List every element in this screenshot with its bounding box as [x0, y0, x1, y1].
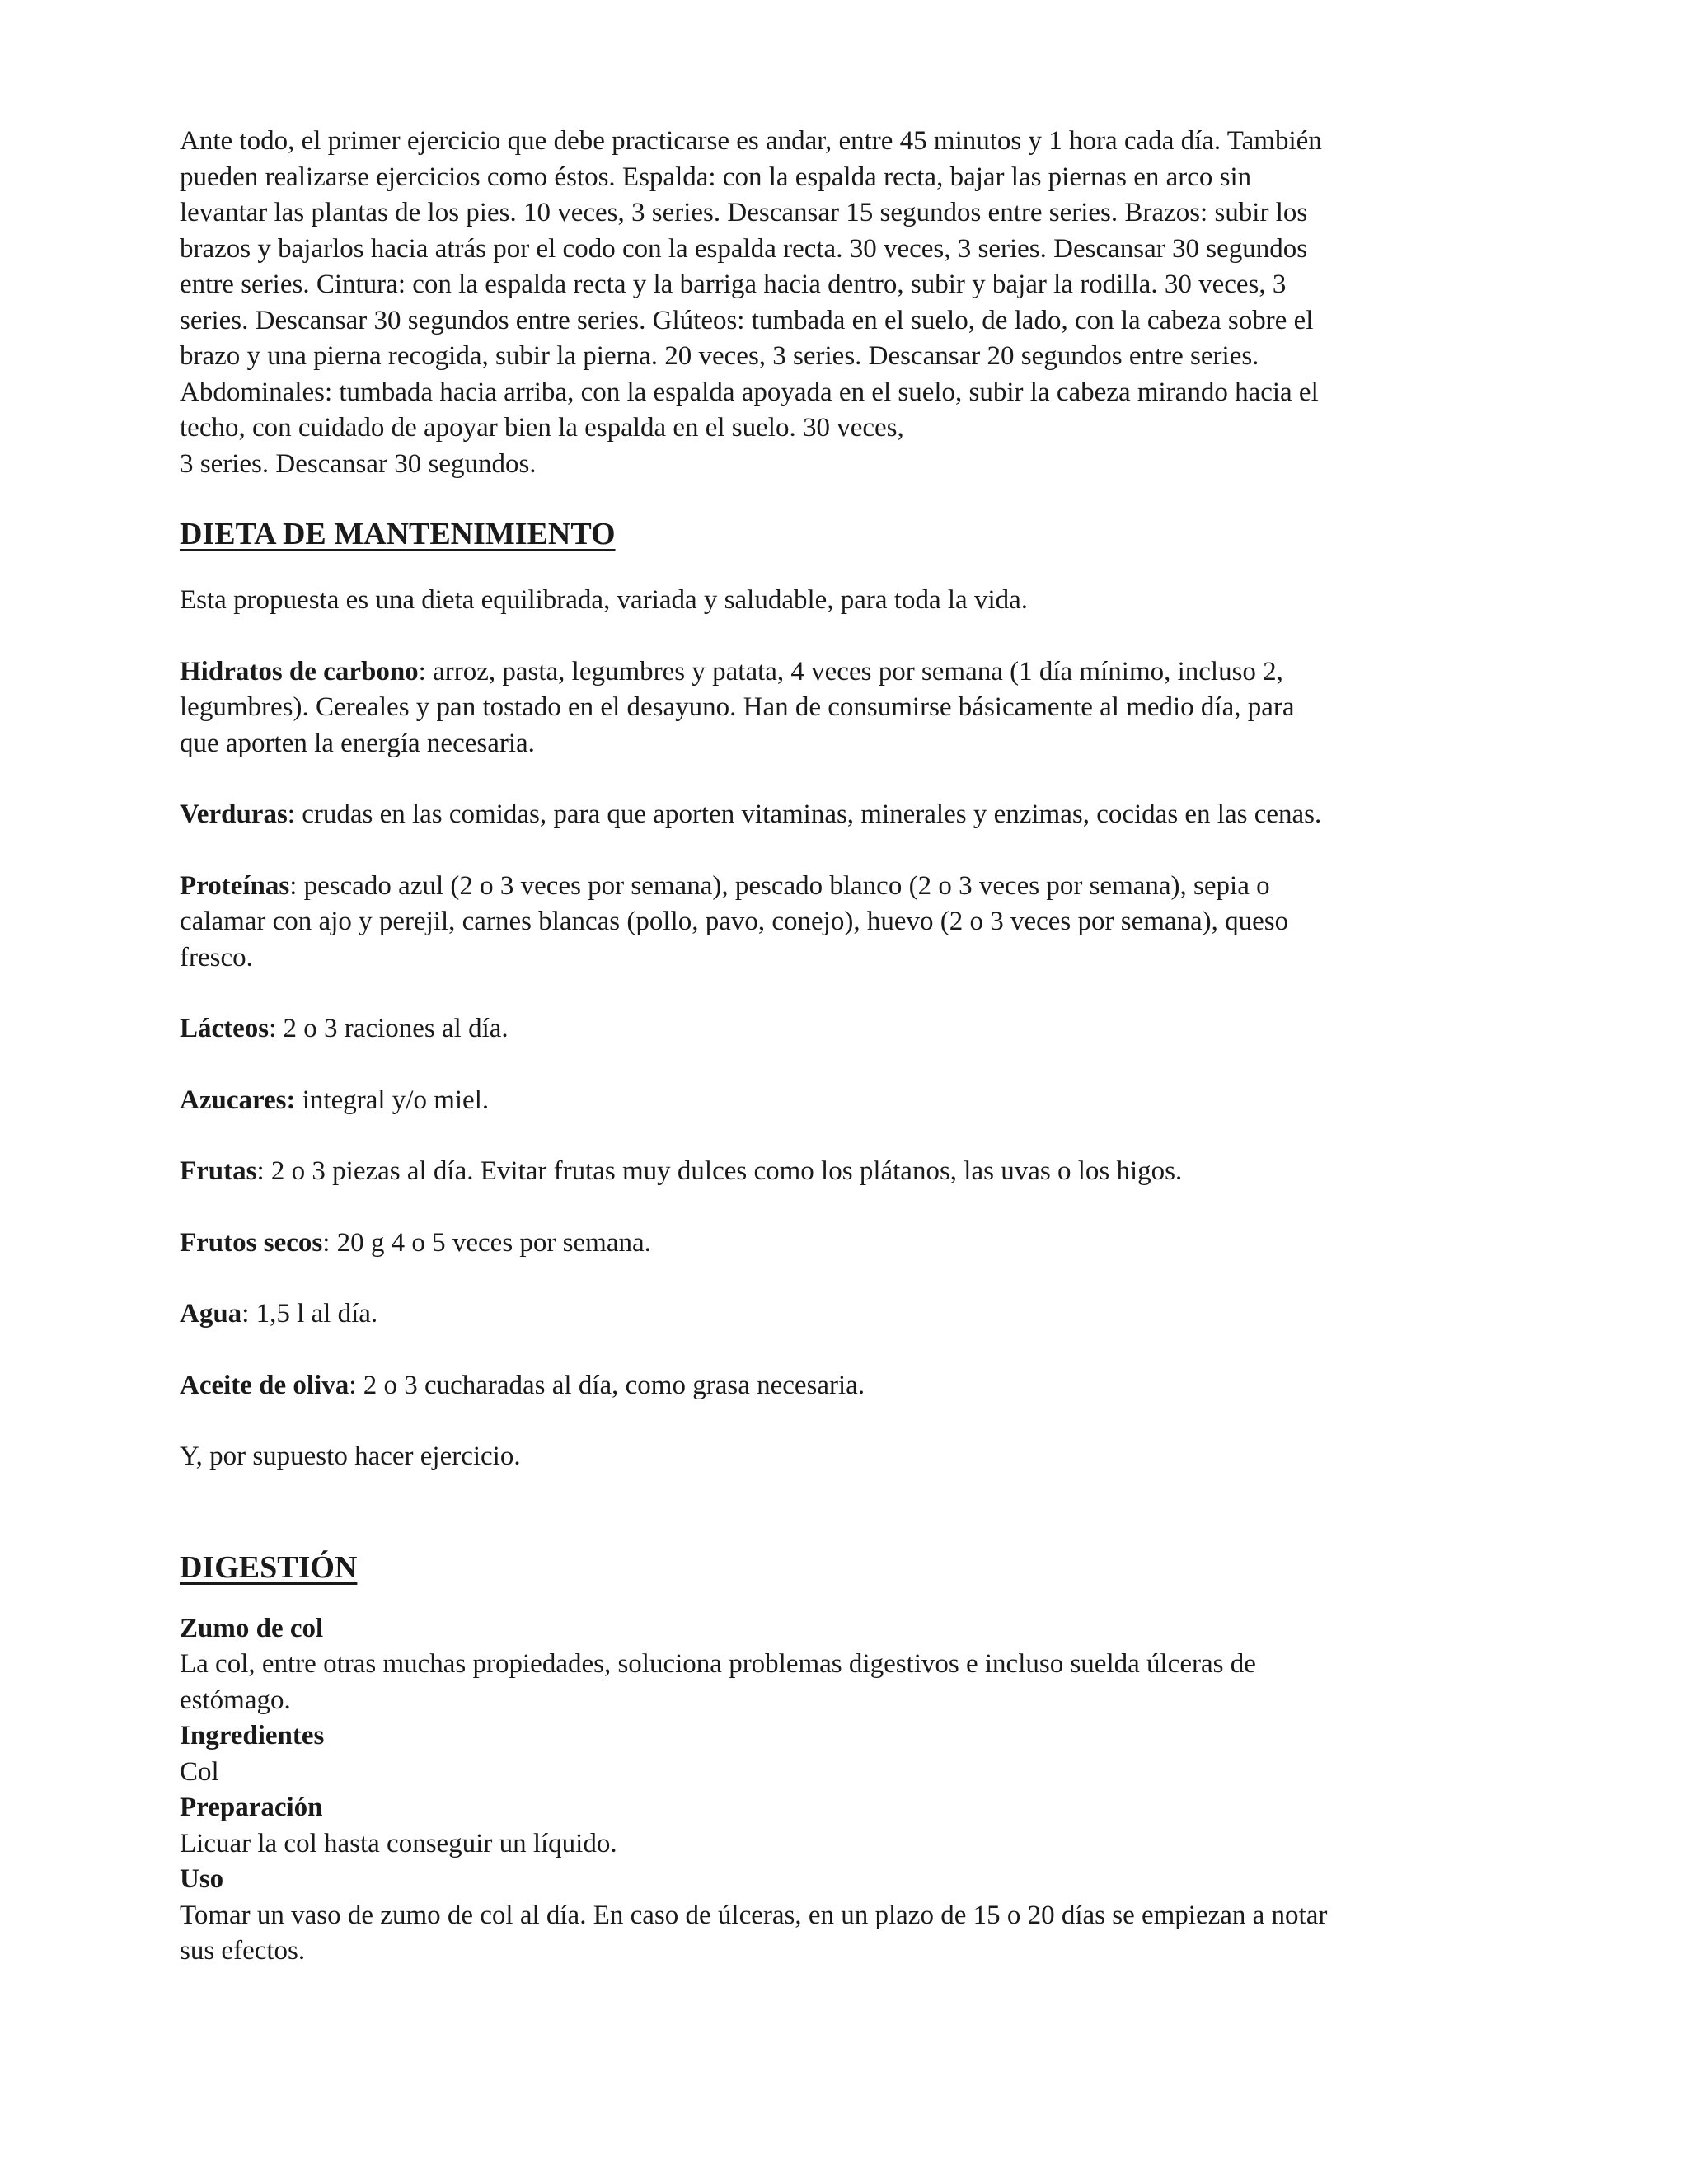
text-line: techo, con cuidado de apoyar bien la espalda en el suelo. 30 veces,: [180, 413, 904, 443]
diet-item-text: : 1,5 l al día.: [241, 1299, 378, 1329]
diet-closing: [180, 1439, 1515, 1475]
diet-item-term: Aceite de oliva: [180, 1370, 349, 1400]
text-line: [180, 1296, 1515, 1333]
text-line: Ante todo, el primer ejercicio que debe practicarse es andar, entre 45 minutos y 1 hora cada día. También: [180, 126, 1322, 156]
preparation-label: Preparación: [180, 1793, 323, 1822]
preparation-text: Licuar la col hasta conseguir un líquido.: [180, 1828, 617, 1858]
diet-item-olive-oil: [180, 1368, 1515, 1404]
diet-item-term: Proteínas: [180, 870, 290, 901]
exercise-paragraph: [180, 124, 1515, 482]
text-line: [180, 1226, 1515, 1262]
diet-item-proteins: [180, 869, 1515, 977]
text-line: Tomar un vaso de zumo de col al día. En caso de úlceras, en un plazo de 15 o 20 días se empiezan a notar: [180, 1900, 1328, 1930]
text-line: [180, 1154, 1515, 1190]
diet-item-sugars: [180, 1083, 1515, 1119]
text-line: estómago.: [180, 1685, 291, 1715]
text-line: series. Descansar 30 segundos entre series. Glúteos: tumbada en el suelo, de lado, con la cabeza sobre el: [180, 305, 1314, 335]
text-line: Esta propuesta es una dieta equilibrada, variada y saludable, para toda la vida.: [180, 585, 1029, 615]
diet-item-vegetables: [180, 797, 1515, 833]
recipe-block: [180, 1611, 1515, 1970]
text-line: pueden realizarse ejercicios como éstos. Espalda: con la espalda recta, bajar las piernas en arco sin: [180, 162, 1252, 192]
text-line: brazos y bajarlos hacia atrás por el codo con la espalda recta. 30 veces, 3 series. Descansar 30 segundos: [180, 233, 1308, 264]
text-line: 3 series. Descansar 30 segundos.: [180, 448, 537, 479]
text-line: Abdominales: tumbada hacia arriba, con la espalda apoyada en el suelo, subir la cabeza mirando hacia el: [180, 377, 1319, 407]
text-line: [180, 869, 1515, 905]
text-line: [180, 654, 1515, 691]
section-heading-digestion: DIGESTIÓN: [180, 1549, 358, 1585]
section-heading-diet: DIETA DE MANTENIMIENTO: [180, 517, 616, 551]
diet-item-term: Agua: [180, 1299, 242, 1329]
ingredients-text: Col: [180, 1756, 219, 1787]
text-line: legumbres). Cereales y pan tostado en el desayuno. Han de consumirse básicamente al medio día, para: [180, 692, 1295, 722]
text-line: calamar con ajo y perejil, carnes blancas (pollo, pavo, conejo), huevo (2 o 3 veces por semana), queso: [180, 907, 1289, 936]
diet-item-water: [180, 1296, 1515, 1333]
diet-item-term: Hidratos de carbono: [180, 656, 419, 687]
diet-item-text: integral y/o miel.: [295, 1085, 490, 1115]
diet-item-nuts: [180, 1226, 1515, 1262]
diet-item-text: : 2 o 3 piezas al día. Evitar frutas muy dulces como los plátanos, las uvas o los higos.: [256, 1156, 1183, 1186]
diet-item-dairy: [180, 1011, 1515, 1047]
diet-item-text: : pescado azul (2 o 3 veces por semana), pescado blanco (2 o 3 veces por semana), sepia o: [289, 870, 1270, 901]
text-line: levantar las plantas de los pies. 10 veces, 3 series. Descansar 15 segundos entre series. Brazos: subir los: [180, 198, 1308, 227]
text-line: Y, por supuesto hacer ejercicio.: [180, 1441, 521, 1471]
diet-item-term: Verduras: [180, 799, 288, 829]
ingredients-label: Ingredientes: [180, 1721, 325, 1750]
diet-item-term: Azucares:: [180, 1085, 296, 1115]
diet-item-term: Frutas: [180, 1156, 257, 1186]
diet-item-text: : 2 o 3 raciones al día.: [269, 1014, 509, 1043]
diet-intro: [180, 583, 1515, 619]
text-line: brazo y una pierna recogida, subir la pierna. 20 veces, 3 series. Descansar 20 segundos entre series.: [180, 341, 1259, 371]
document-page: [180, 124, 1515, 1970]
text-line: La col, entre otras muchas propiedades, soluciona problemas digestivos e incluso suelda úlceras de: [180, 1649, 1256, 1679]
diet-item-term: Frutos secos: [180, 1227, 323, 1258]
text-line: [180, 1083, 1515, 1119]
diet-item-text: : 20 g 4 o 5 veces por semana.: [322, 1227, 651, 1258]
diet-item-carbohydrates: [180, 654, 1515, 762]
recipe-title: Zumo de col: [180, 1613, 324, 1643]
diet-item-term: Lácteos: [180, 1014, 270, 1043]
text-line: [180, 1368, 1515, 1404]
text-line: fresco.: [180, 942, 253, 972]
diet-item-text: : crudas en las comidas, para que aporten vitaminas, minerales y enzimas, cocidas en las cenas.: [287, 799, 1322, 829]
diet-item-fruits: [180, 1154, 1515, 1190]
use-label: Uso: [180, 1864, 224, 1894]
diet-item-text: : 2 o 3 cucharadas al día, como grasa necesaria.: [349, 1370, 865, 1400]
text-line: que aporten la energía necesaria.: [180, 728, 535, 758]
text-line: [180, 1011, 1515, 1047]
text-line: [180, 797, 1515, 833]
text-line: entre series. Cintura: con la espalda recta y la barriga hacia dentro, subir y bajar la rodilla. 30 veces, 3: [180, 269, 1287, 299]
diet-item-text: : arroz, pasta, legumbres y patata, 4 veces por semana (1 día mínimo, incluso 2,: [418, 656, 1283, 687]
text-line: sus efectos.: [180, 1936, 306, 1966]
